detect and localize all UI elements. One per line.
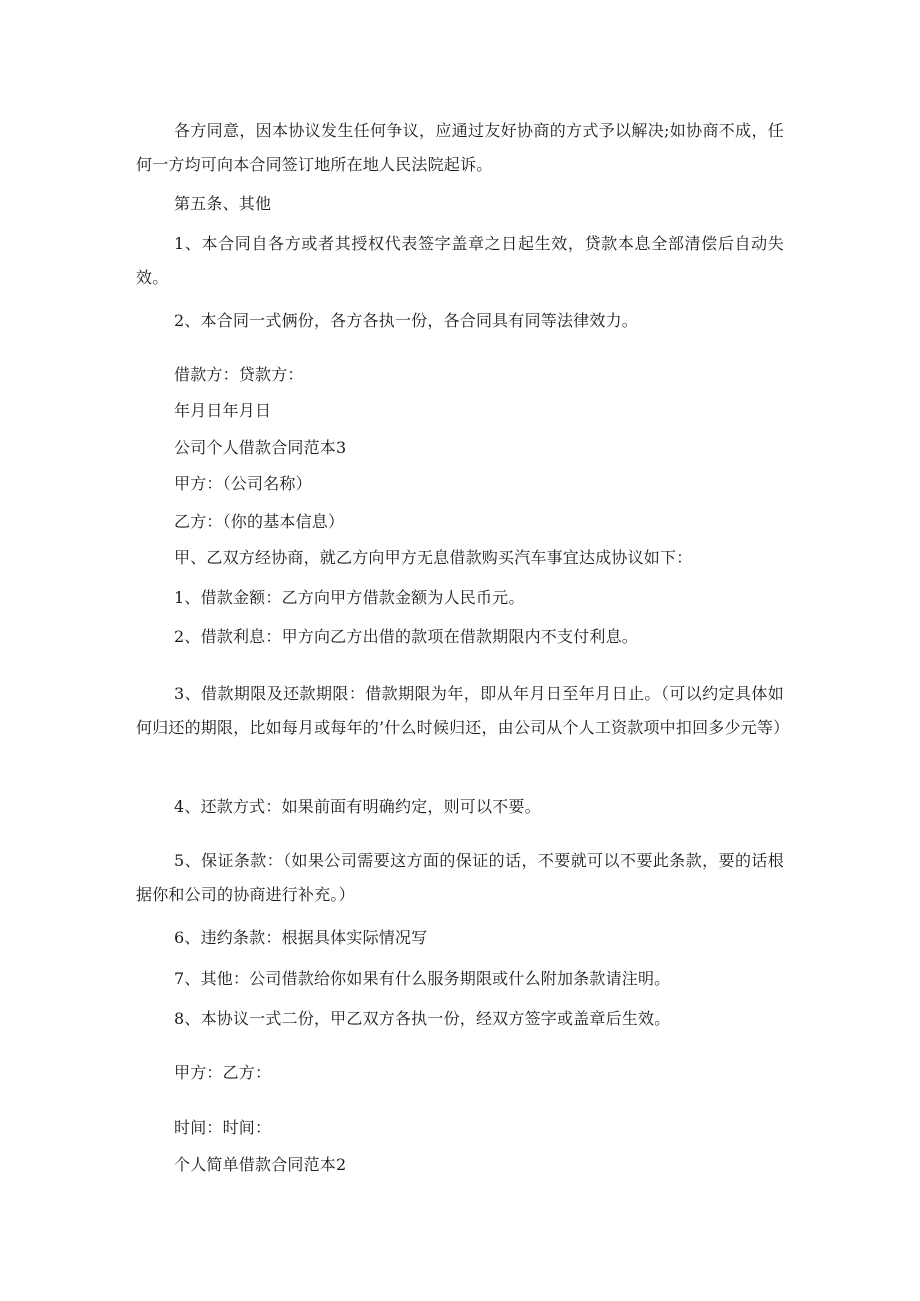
party-a-line: 甲方：（公司名称） <box>174 474 312 493</box>
breach-clause: 6、违约条款：根据具体实际情况写 <box>174 928 428 947</box>
signature-parties-line: 借款方：贷款方： <box>174 365 304 384</box>
copies-effective-clause: 8、本协议一式二份，甲乙双方各执一份，经双方签字或盖章后生效。 <box>174 1009 671 1028</box>
template-2-title: 个人简单借款合同范本2 <box>174 1155 347 1174</box>
party-b-line: 乙方：（你的基本信息） <box>174 512 345 531</box>
clause-copies-paragraph: 2、本合同一式俩份，各方各执一份，各合同具有同等法律效力。 <box>174 311 638 330</box>
loan-interest-clause: 2、借款利息：甲方向乙方出借的款项在借款期限内不支付利息。 <box>174 627 638 646</box>
article-five-heading: 第五条、其他 <box>174 194 272 213</box>
other-clause: 7、其他：公司借款给你如果有什么服务期限或什么附加条款请注明。 <box>174 969 671 988</box>
dispute-resolution-paragraph: 各方同意，因本协议发生任何争议，应通过友好协商的方式予以解决;如协商不成，任何一方均可向本合同签订地所在地人民法院起诉。 <box>136 121 784 174</box>
guarantee-clause: 5、保证条款：（如果公司需要这方面的保证的话，不要就可以不要此条款，要的话根据你和公司的协商进行补充。） <box>136 851 784 904</box>
loan-term-clause: 3、借款期限及还款期限：借款期限为年，即从年月日至年月日止。（可以约定具体如何归还的期限，比如每月或每年的’什么时候归还，由公司从个人工资款项中扣回多少元等） <box>136 684 790 737</box>
agreement-intro-paragraph: 甲、乙双方经协商，就乙方向甲方无息借款购买汽车事宜达成协议如下： <box>174 548 693 567</box>
signature-date-line: 年月日年月日 <box>174 401 272 420</box>
signature-line: 甲方：乙方： <box>174 1063 272 1082</box>
loan-amount-clause: 1、借款金额：乙方向甲方借款金额为人民币元。 <box>174 588 525 607</box>
clause-effective-paragraph: 1、本合同自各方或者其授权代表签字盖章之日起生效，贷款本息全部清偿后自动失效。 <box>136 234 784 287</box>
template-3-title: 公司个人借款合同范本3 <box>174 438 347 457</box>
repayment-method-clause: 4、还款方式：如果前面有明确约定，则可以不要。 <box>174 797 541 816</box>
time-line: 时间：时间： <box>174 1118 272 1137</box>
